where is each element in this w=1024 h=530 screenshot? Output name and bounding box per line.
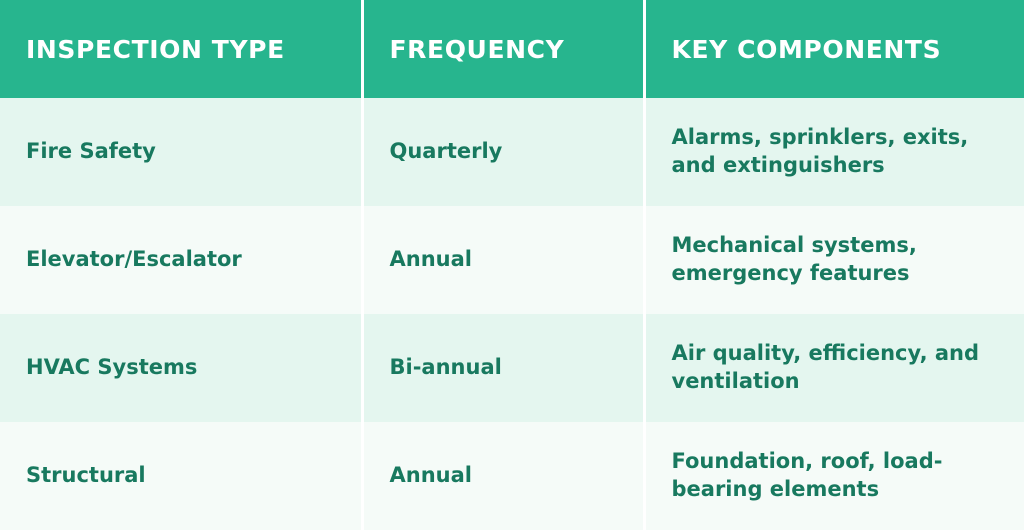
table-row [0, 206, 1024, 314]
table-header-row [0, 0, 1024, 98]
table-header [0, 0, 1024, 98]
table-row [0, 422, 1024, 530]
cell-key-components: Foundation, roof, load-bearing elements [644, 422, 1024, 530]
cell-inspection-type: Structural [0, 422, 362, 530]
cell-key-components: Air quality, efficiency, and ventilation [644, 314, 1024, 422]
column-header-frequency: FREQUENCY [362, 0, 644, 98]
column-header-inspection-type: INSPECTION TYPE [0, 0, 362, 98]
column-header-key-components: KEY COMPONENTS [644, 0, 1024, 98]
cell-frequency: Annual [362, 422, 644, 530]
cell-inspection-type: Fire Safety [0, 98, 362, 206]
table-row [0, 314, 1024, 422]
cell-frequency: Annual [362, 206, 644, 314]
table-body [0, 98, 1024, 530]
cell-frequency: Quarterly [362, 98, 644, 206]
cell-key-components: Alarms, sprinklers, exits, and extinguishers [644, 98, 1024, 206]
cell-inspection-type: HVAC Systems [0, 314, 362, 422]
table-row [0, 98, 1024, 206]
cell-key-components: Mechanical systems, emergency features [644, 206, 1024, 314]
cell-frequency: Bi-annual [362, 314, 644, 422]
cell-inspection-type: Elevator/Escalator [0, 206, 362, 314]
